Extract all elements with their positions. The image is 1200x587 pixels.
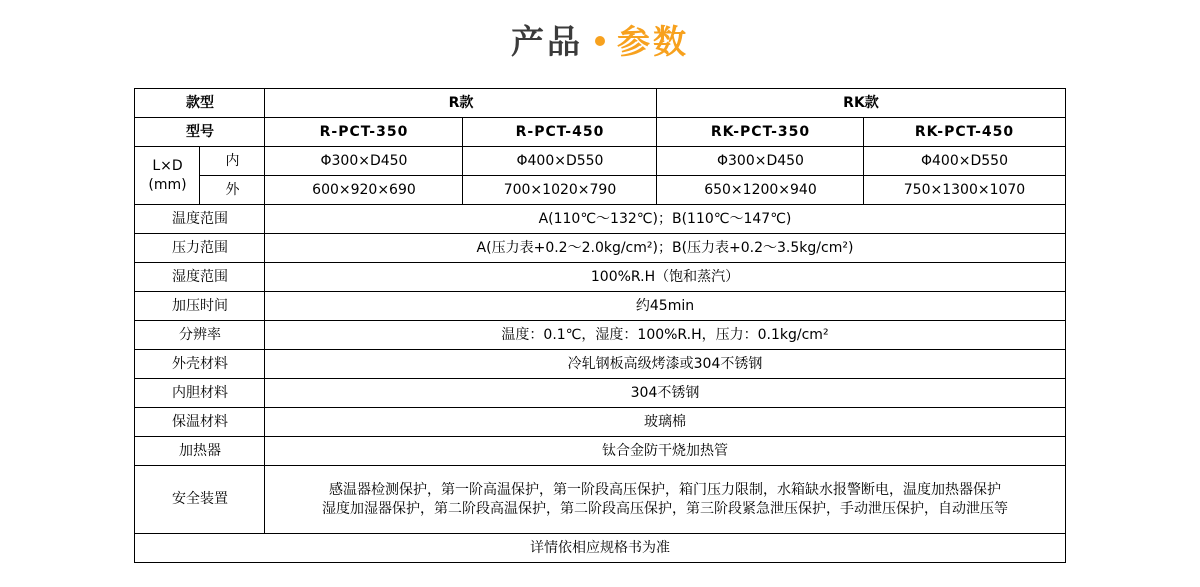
- dimensions-label-line2: (mm): [148, 176, 187, 193]
- table-row-shell-material: [135, 350, 1065, 379]
- inner-dimension-cell: Φ300×D450: [265, 147, 463, 176]
- table-row-liner-material: [135, 379, 1065, 408]
- type-header-label: 款型: [135, 89, 265, 118]
- page-title-dark: 产品: [511, 21, 583, 61]
- outer-dimension-cell: 750×1300×1070: [864, 176, 1065, 205]
- spec-row-label: 加热器: [135, 437, 265, 466]
- outer-dimension-cell: 700×1020×790: [463, 176, 657, 205]
- inner-dimension-cell: Φ400×D550: [463, 147, 657, 176]
- page-title: [0, 16, 1200, 62]
- spec-row-value: 玻璃棉: [265, 408, 1065, 437]
- page-title-orange: 参数: [617, 21, 689, 61]
- orange-dot-icon: [595, 36, 605, 46]
- type-rk-header: RK款: [657, 89, 1065, 118]
- spec-row-value: 钛合金防干烧加热管: [265, 437, 1065, 466]
- model-header-label: 型号: [135, 118, 265, 147]
- model-name-cell: R-PCT-450: [463, 118, 657, 147]
- spec-row-label: 加压时间: [135, 292, 265, 321]
- dimensions-label: [135, 147, 200, 205]
- spec-row-value: 温度：0.1℃，湿度：100%R.H，压力：0.1kg/cm²: [265, 321, 1065, 350]
- safety-value-line2: 湿度加湿器保护，第二阶段高温保护，第二阶段高压保护，第三阶段紧急泄压保护，手动泄压保护，自动泄压等: [321, 500, 1008, 517]
- spec-row-value: A(压力表+0.2～2.0kg/cm²)；B(压力表+0.2～3.5kg/cm²): [265, 234, 1065, 263]
- safety-value: [265, 466, 1065, 534]
- table-row-pressure-range: [135, 234, 1065, 263]
- table-row-type: [135, 89, 1065, 118]
- spec-table: [134, 88, 1065, 563]
- model-name-cell: RK-PCT-350: [657, 118, 864, 147]
- table-row-model: [135, 118, 1065, 147]
- spec-row-label: 内胆材料: [135, 379, 265, 408]
- table-row-heater: [135, 437, 1065, 466]
- spec-row-value: 100%R.H（饱和蒸汽）: [265, 263, 1065, 292]
- outer-label: 外: [200, 176, 265, 205]
- table-row-humidity-range: [135, 263, 1065, 292]
- table-row-dimensions-outer: [135, 176, 1065, 205]
- spec-row-label: 保温材料: [135, 408, 265, 437]
- spec-row-label: 温度范围: [135, 205, 265, 234]
- spec-row-value: 冷轧钢板高级烤漆或304不锈钢: [265, 350, 1065, 379]
- inner-label: 内: [200, 147, 265, 176]
- table-row-resolution: [135, 321, 1065, 350]
- dimensions-label-line1: L×D: [152, 157, 183, 174]
- table-row-footer-note: [135, 534, 1065, 563]
- table-row-insulation-material: [135, 408, 1065, 437]
- spec-row-label: 湿度范围: [135, 263, 265, 292]
- table-row-temperature-range: [135, 205, 1065, 234]
- footer-note: 详情依相应规格书为准: [135, 534, 1065, 563]
- inner-dimension-cell: Φ300×D450: [657, 147, 864, 176]
- model-name-cell: RK-PCT-450: [864, 118, 1065, 147]
- inner-dimension-cell: Φ400×D550: [864, 147, 1065, 176]
- outer-dimension-cell: 650×1200×940: [657, 176, 864, 205]
- outer-dimension-cell: 600×920×690: [265, 176, 463, 205]
- spec-row-label: 外壳材料: [135, 350, 265, 379]
- model-name-cell: R-PCT-350: [265, 118, 463, 147]
- safety-value-line1: 感温器检测保护，第一阶高温保护，第一阶段高压保护，箱门压力限制，水箱缺水报警断电，温度加热器保护: [328, 481, 1001, 498]
- type-r-header: R款: [265, 89, 657, 118]
- spec-row-value: 304不锈钢: [265, 379, 1065, 408]
- spec-row-value: 约45min: [265, 292, 1065, 321]
- safety-label: 安全装置: [135, 466, 265, 534]
- table-row-safety-devices: [135, 466, 1065, 534]
- spec-row-label: 压力范围: [135, 234, 265, 263]
- table-row-pressurize-time: [135, 292, 1065, 321]
- table-row-dimensions-inner: [135, 147, 1065, 176]
- spec-row-label: 分辨率: [135, 321, 265, 350]
- spec-row-value: A(110℃～132℃)；B(110℃～147℃): [265, 205, 1065, 234]
